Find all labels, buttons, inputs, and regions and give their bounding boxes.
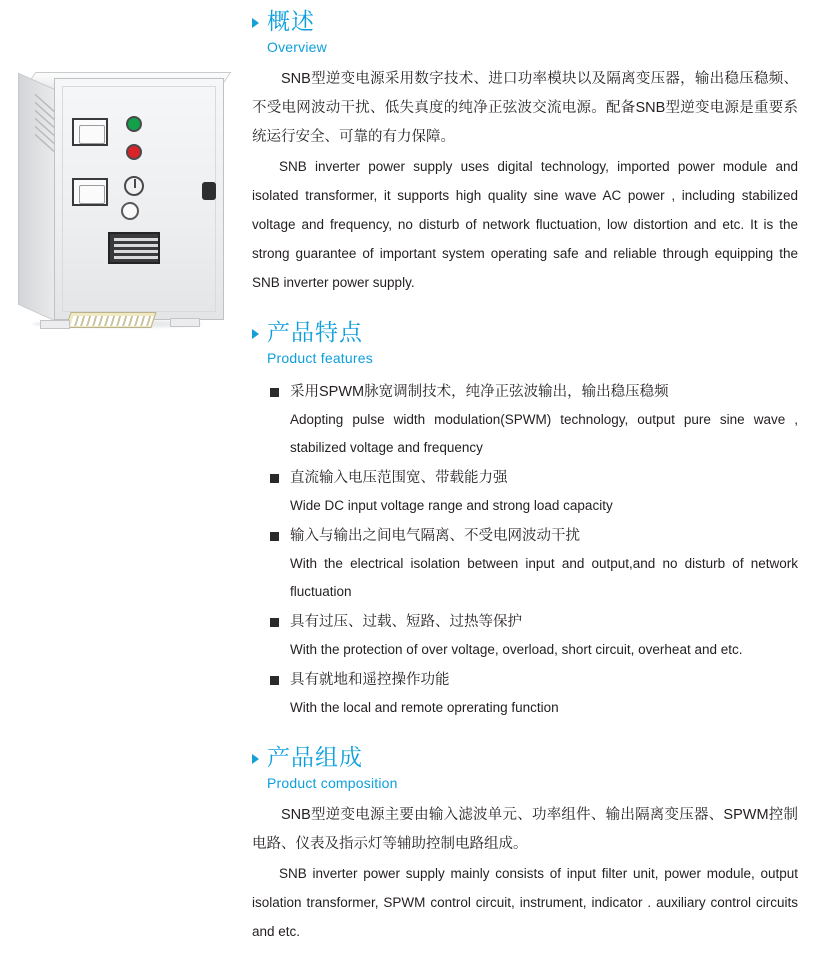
feature-text-en: With the electrical isolation between input and output,and no disturb of network fluctuation (290, 556, 798, 599)
list-item (270, 522, 798, 606)
spacer (252, 303, 798, 317)
feature-label-cn: 采用SPWM脉宽调制技术，纯净正弦波输出，输出稳压稳频 (290, 384, 669, 400)
analog-meter-top-icon (72, 118, 108, 146)
feature-label-cn: 输入与输出之间电气隔离、不受电网波动干扰 (290, 528, 580, 544)
section-features-title-en: Product features (267, 350, 373, 366)
push-button-icon (121, 202, 139, 220)
feature-text-cn (270, 608, 798, 636)
section-composition-title-cn: 产品组成 (267, 744, 363, 770)
list-item (270, 464, 798, 520)
section-overview-title-en: Overview (267, 39, 327, 55)
feature-label-cn: 具有就地和遥控操作功能 (290, 672, 450, 688)
feature-text-en: Adopting pulse width modulation(SPWM) technology, output pure sine wave , stabilized voltage and frequency (290, 412, 798, 455)
triangle-bullet-icon (252, 18, 259, 28)
analog-meter-bottom-icon (72, 178, 108, 206)
feature-label-cn: 直流输入电压范围宽、带载能力强 (290, 470, 508, 486)
side-switch-icon (202, 182, 216, 200)
indicator-lamp-green-icon (126, 116, 142, 132)
section-product-features (252, 317, 798, 722)
control-panel-display-icon (108, 232, 160, 264)
feature-text-en: With the protection of over voltage, overload, short circuit, overheat and etc. (290, 642, 743, 657)
square-bullet-icon (270, 676, 279, 685)
rotary-selector-knob-icon (124, 176, 144, 196)
overview-paragraph-cn: SNB型逆变电源采用数字技术、进口功率模块以及隔离变压器，输出稳压稳频、不受电网波动干扰、低失真度的纯净正弦波交流电源。配备SNB型逆变电源是重要系统运行安全、可靠的有力保障。 (252, 71, 798, 145)
feature-text-cn (270, 666, 798, 694)
feature-list (270, 378, 798, 722)
feature-text-en: Wide DC input voltage range and strong load capacity (290, 498, 613, 513)
list-item (270, 378, 798, 462)
square-bullet-icon (270, 618, 279, 627)
cabinet-foot-left (40, 320, 70, 329)
section-features-heading (252, 317, 798, 368)
list-item (270, 666, 798, 722)
document-content (248, 0, 830, 952)
section-overview-title-cn: 概述 (267, 8, 315, 34)
product-photo-cabinet (10, 30, 238, 330)
section-features-title-cn: 产品特点 (267, 319, 363, 345)
section-product-composition (252, 742, 798, 946)
section-composition-heading (252, 742, 798, 793)
triangle-bullet-icon (252, 754, 259, 764)
square-bullet-icon (270, 388, 279, 397)
indicator-lamp-red-icon (126, 144, 142, 160)
terminal-block-strip-icon (65, 312, 156, 328)
feature-text-cn (270, 464, 798, 492)
feature-text-cn (270, 378, 798, 406)
spacer (252, 728, 798, 742)
list-item (270, 608, 798, 664)
triangle-bullet-icon (252, 329, 259, 339)
feature-text-cn (270, 522, 798, 550)
product-image-column (0, 0, 248, 979)
feature-label-cn: 具有过压、过载、短路、过热等保护 (290, 614, 522, 630)
feature-text-en: With the local and remote oprerating function (290, 700, 559, 715)
square-bullet-icon (270, 474, 279, 483)
section-overview-heading (252, 6, 798, 57)
square-bullet-icon (270, 532, 279, 541)
section-composition-title-en: Product composition (267, 775, 398, 791)
overview-paragraph-en: SNB inverter power supply uses digital technology, imported power module and isolated transformer, it supports high quality sine wave AC power , including stabilized voltage and frequency, no disturb of network fluctuation, low distortion and etc. It is the strong guarantee of important system operating safe and reliable through equipping the SNB inverter power supply. (252, 159, 798, 290)
cabinet-foot-right (170, 318, 200, 327)
composition-paragraph-cn: SNB型逆变电源主要由输入滤波单元、功率组件、输出隔离变压器、SPWM控制电路、仪表及指示灯等辅助控制电路组成。 (252, 807, 798, 852)
section-overview (252, 6, 798, 297)
composition-paragraph-en: SNB inverter power supply mainly consists of input filter unit, power module, output isolation transformer, SPWM control circuit, instrument, indicator . auxiliary control circuits and etc. (252, 866, 798, 939)
